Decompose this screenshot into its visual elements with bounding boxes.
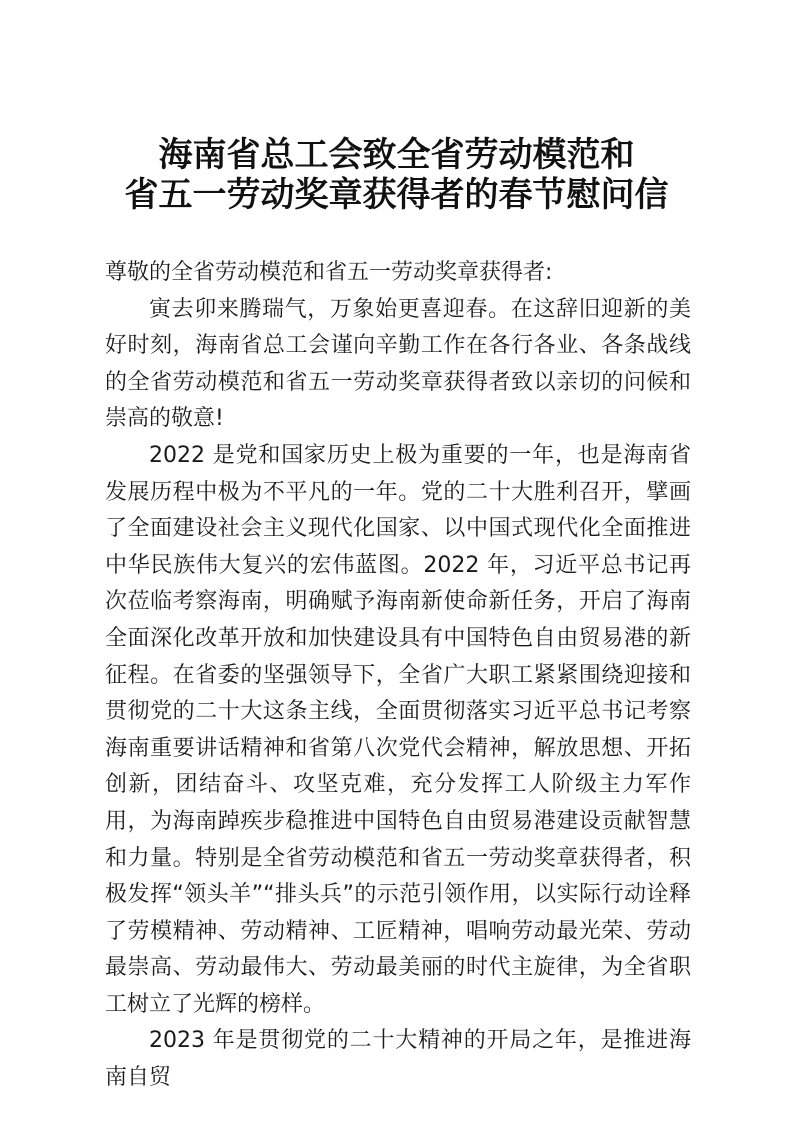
document-title-line-1: 海南省总工会致全省劳动模范和 xyxy=(158,135,635,175)
paragraph-greeting: 寅去卯来腾瑞气，万象始更喜迎春。在这辞旧迎新的美好时刻，海南省总工会谨向辛勤工作在各行各业、各条战线的全省劳动模范和省五一劳动奖章获得者致以亲切的问候和崇高的敬意! xyxy=(105,296,691,432)
paragraph-2023-outlook: 2023 年是贯彻党的二十大精神的开局之年，是推进海南自贸 xyxy=(105,1028,691,1091)
salutation: 尊敬的全省劳动模范和省五一劳动奖章获得者: xyxy=(105,260,553,285)
letter-body xyxy=(105,255,691,1097)
paragraph-2022-review: 2022 是党和国家历史上极为重要的一年，也是海南省发展历程中极为不平凡的一年。党的二十大胜利召开，擘画了全面建设社会主义现代化国家、以中国式现代化全面推进中华民族伟大复兴的宏伟蓝图。2022 年，习近平总书记再次莅临考察海南，明确赋予海南新使命新任务，开启了海南全面深化改革开放和加快建设具有中国特色自由贸易港的新征程。在省委的坚强领导下，全省广大职工紧紧围绕迎接和贯彻党的二十大这条主线，全面贯彻落实习近平总书记考察海南重要讲话精神和省第八次党代会精神，解放思想、开拓创新，团结奋斗、攻坚克难，充分发挥工人阶级主力军作用，为海南踔疾步稳推进中国特色自由贸易港建设贡献智慧和力量。特别是全省劳动模范和省五一劳动奖章获得者，积极发挥“领头羊”“排头兵”的示范引领作用，以实际行动诠释了劳模精神、劳动精神、工匠精神，唱响劳动最光荣、劳动最崇高、劳动最伟大、劳动最美丽的时代主旋律，为全省职工树立了光辉的榜样。 xyxy=(105,442,691,1017)
document-title-line-2: 省五一劳动奖章获得者的春节慰问信 xyxy=(124,175,669,215)
